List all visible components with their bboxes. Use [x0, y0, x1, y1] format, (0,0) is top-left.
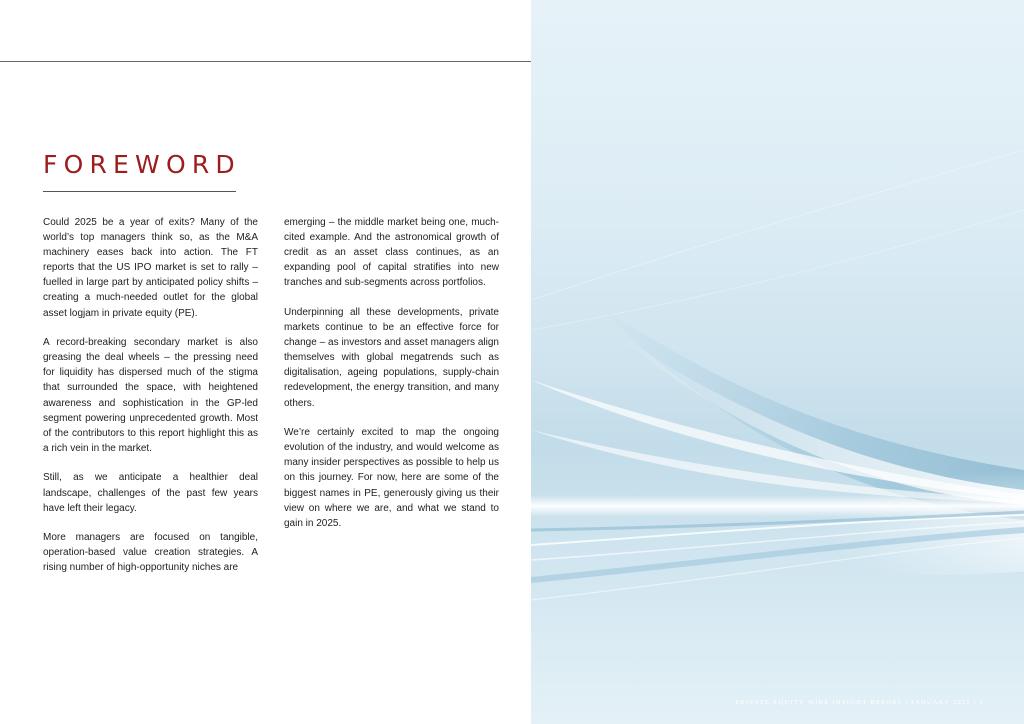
abstract-light-streak-image: [531, 0, 1024, 724]
hero-image: [531, 0, 1024, 724]
title-underline: [43, 191, 236, 192]
paragraph: Underpinning all these developments, private markets continue to be an effective force for change – as investors and asset managers align themselves with global megatrends such as digitalisation, ageing populations, supply-chain redevelopment, the energy transition, and many others.: [284, 306, 499, 409]
paragraph: Could 2025 be a year of exits? Many of the world’s top managers think so, as the M&A machinery eases back into action. The FT reports that the US IPO market is set to rally – fuelled in large part by anticipated policy shifts – creating a much-needed outlet for the global asset logjam in private equity (PE).: [43, 217, 258, 319]
top-rule: [0, 61, 531, 62]
paragraph: We’re certainly excited to map the ongoing evolution of the industry, and would welcome as many insider perspectives as possible to help us on this journey. For now, here are some of the biggest names in PE, generously giving us their view on where we are, and what we stand to gain in 2025.: [284, 427, 499, 529]
paragraph: More managers are focused on tangible, operation-based value creation strategies. A rising number of high-opportunity niches are: [43, 532, 258, 574]
page-title: FOREWORD: [43, 150, 241, 179]
page-footer: PRIVATE EQUITY WIRE INSIGHT REPORT | JANUARY 2025 | 3: [735, 699, 984, 706]
paragraph: A record-breaking secondary market is also greasing the deal wheels – the pressing need for liquidity has dispersed much of the stigma that surrounded the space, with heightened awareness and sophistication in the GP-led segment powering unprecedented growth. Most of the contributors to this report highlight this as a rich vein in the market.: [43, 337, 258, 454]
text-column-right: [284, 215, 499, 545]
paragraph: emerging – the middle market being one, much-cited example. And the astronomical growth of credit as an asset class continues, as an expanding pool of capital stratifies into new tranches and sub-segments across portfolios.: [284, 217, 499, 289]
paragraph: Still, as we anticipate a healthier deal landscape, challenges of the past few years have left their legacy.: [43, 472, 258, 514]
text-column-left: [43, 215, 258, 590]
